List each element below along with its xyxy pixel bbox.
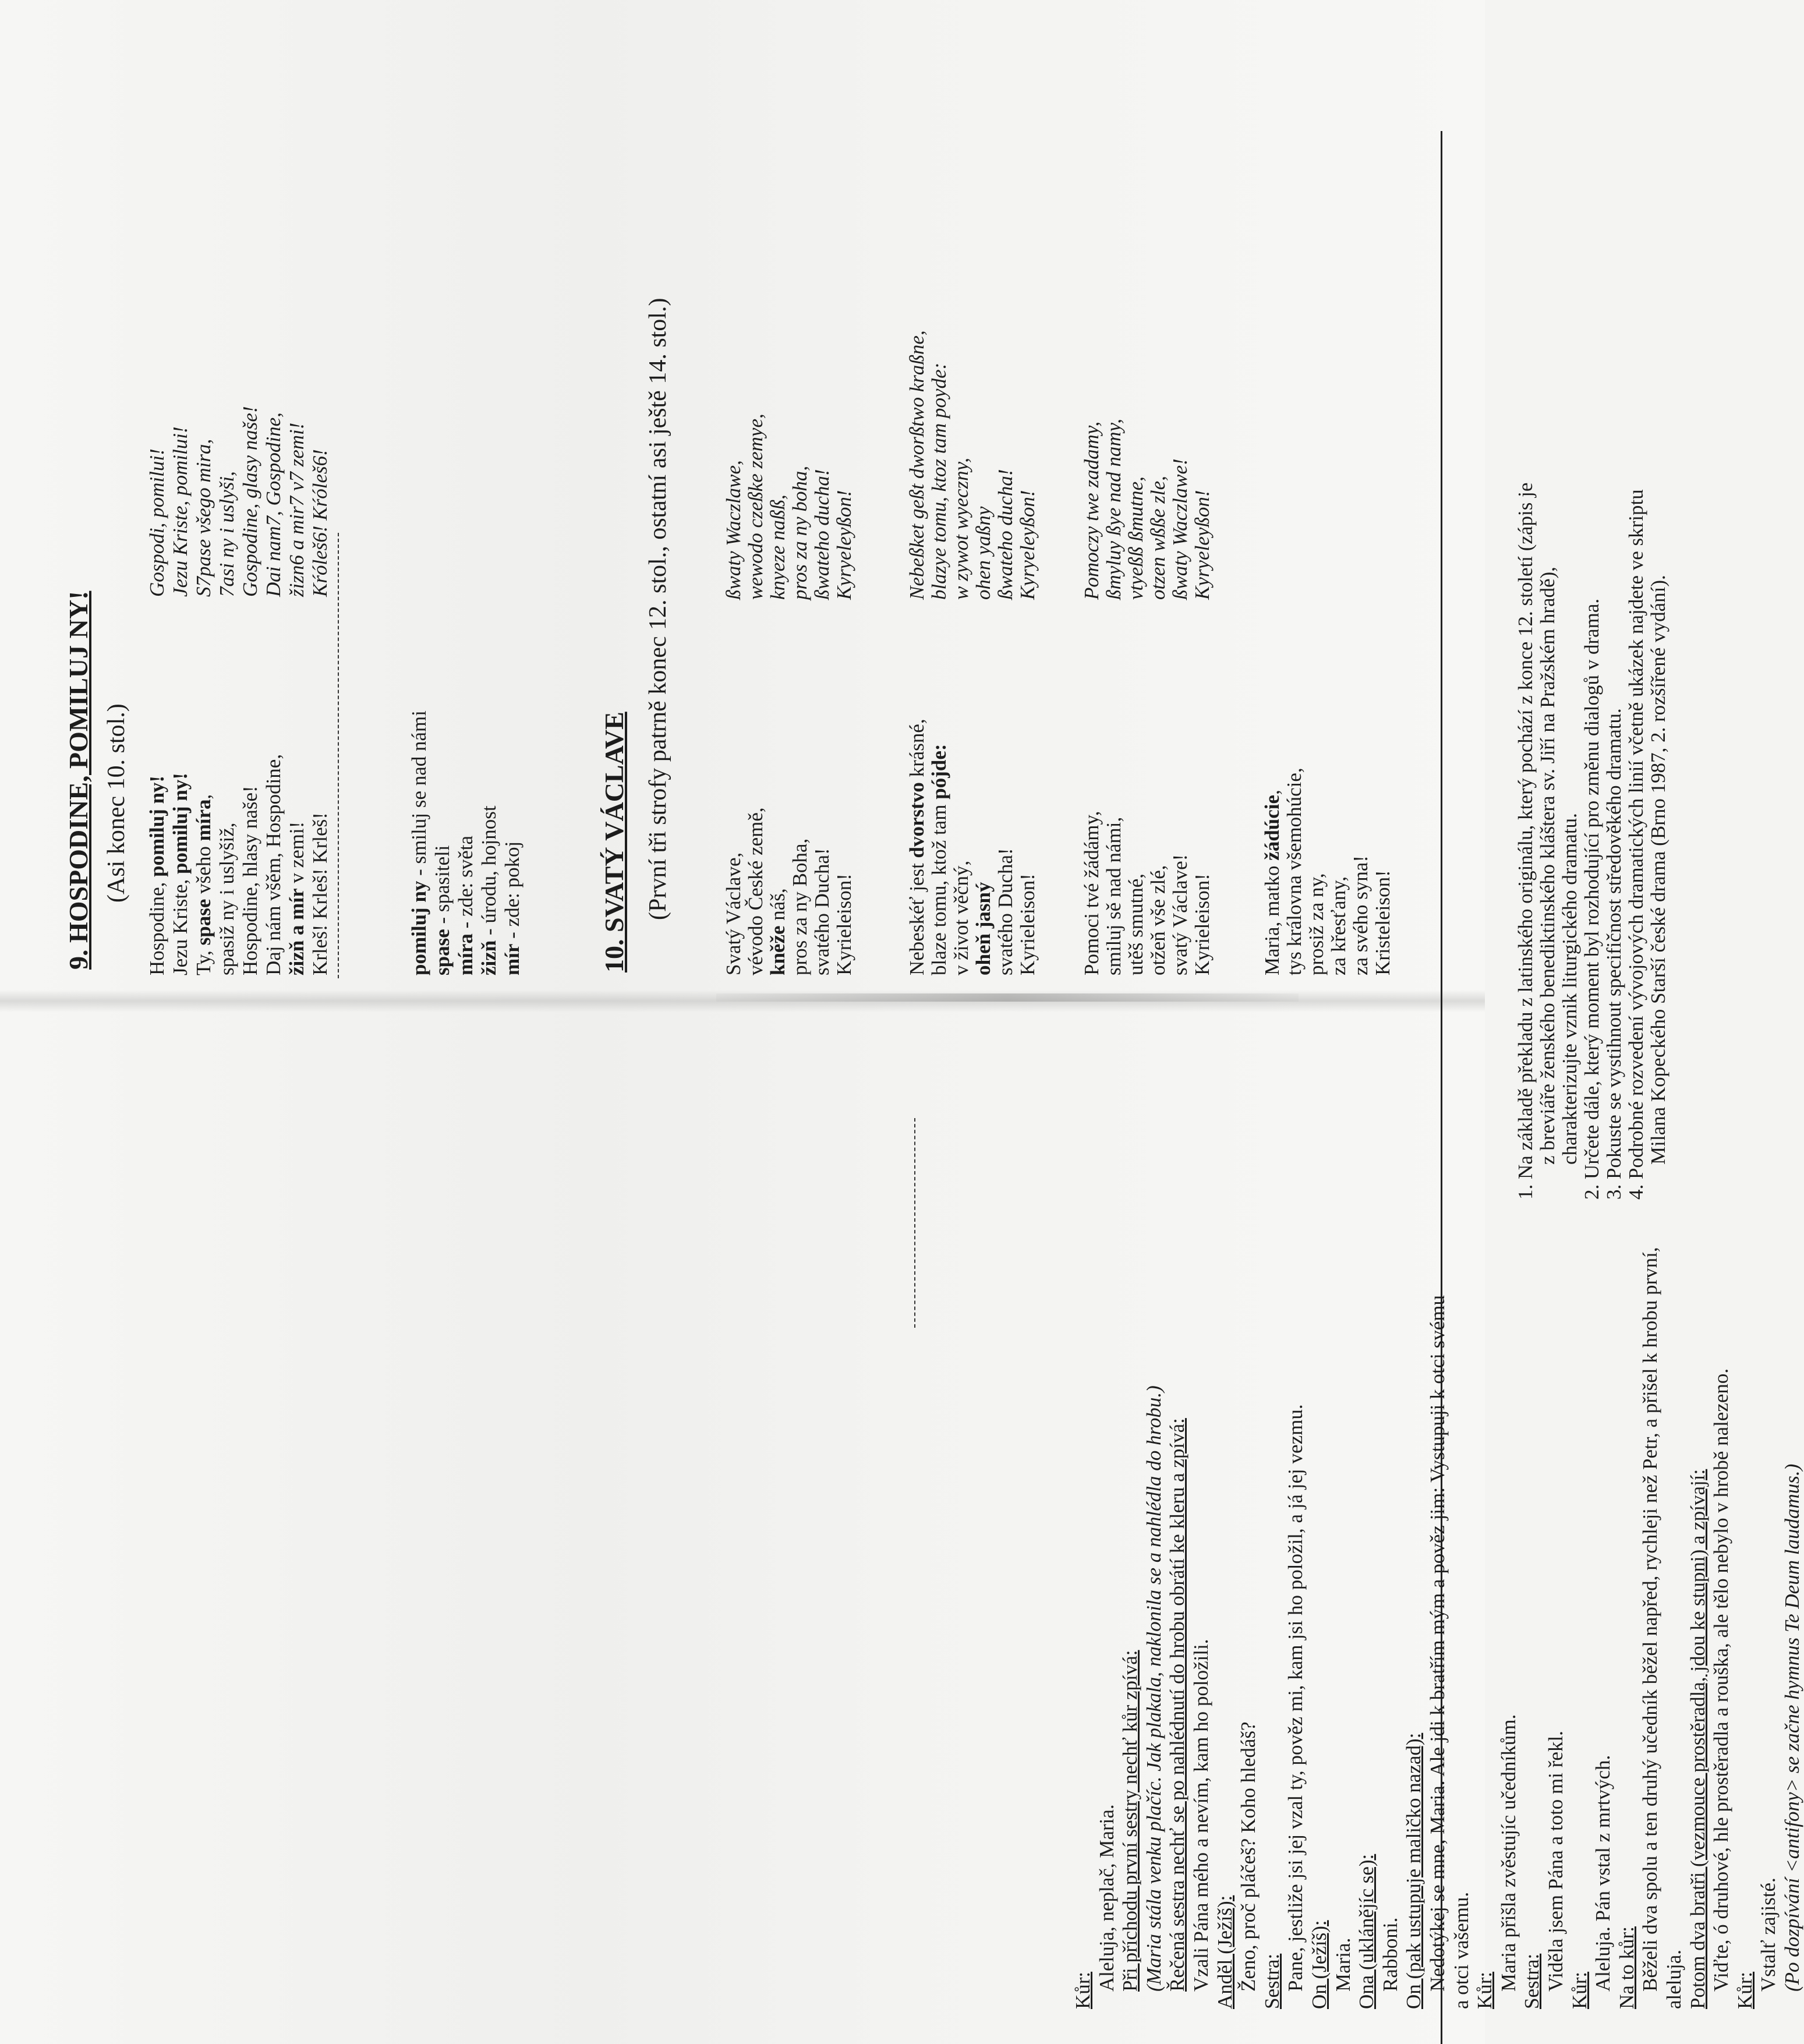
drama-line: Při příchodu první sestry nechť kůr zpívá:: [1119, 1650, 1142, 1992]
hymn10-old-line: Kyryeleyßon!: [1016, 490, 1039, 600]
hymn10-modern-line: prosiž za ny,: [1305, 873, 1328, 975]
drama-line: Anděl (Ježíš):: [1213, 1895, 1236, 2009]
drama-line: (Maria stála venku plačíc. Jak plakala, naklonila se a nahlédla do hrobu.): [1142, 1385, 1165, 1992]
hymn9-separator: [338, 533, 339, 978]
drama-line: Kůr:: [1568, 1971, 1591, 2009]
study-question-line: 3. Pokuste se vystihnout specifičnost středověkého dramatu.: [1603, 708, 1625, 1200]
hymn9-modern-line: Krleš! Krleš! Krleš!: [309, 812, 331, 975]
hymn9-old-line: Jezu Kriste, pomilui!: [169, 426, 192, 597]
hymn10-old-line: knyeze naßß,: [766, 494, 789, 600]
hymn9-modern-line: Hospodine, pomiluj ny!: [146, 775, 168, 975]
hymn10-modern-line: Maria, matko žádúcie,: [1261, 790, 1283, 975]
drama-line: Aleluja. Pán vstal z mrtvých.: [1591, 1755, 1615, 1992]
hymn10-old-line: w zywot wyeczny,: [950, 458, 972, 600]
drama-line: Nedotýkej se mne, Maria. Ale jdi k bratřím mým a pověz jim: Vystupuji k otci svému: [1426, 1295, 1449, 1992]
hymn10-modern-line: smiluj sě nad námi,: [1102, 816, 1125, 975]
drama-line: Viďte, ó druhové, hle prostěradla a rouška, ale tělo nebylo v hrobě nalezeno.: [1710, 1368, 1733, 1992]
drama-line: aleluja.: [1662, 1949, 1685, 2009]
drama-line: Vzali Pána mého a nevím, kam ho položili.: [1190, 1639, 1212, 1992]
drama-line: Ženo, proč pláčeš? Koho hledáš?: [1237, 1721, 1260, 1992]
study-question-line: charakterizujte vznik liturgického dramatu.: [1558, 813, 1581, 1165]
hymn9-modern-line: Daj nám všěm, Hospodine,: [262, 754, 285, 975]
hymn9-modern-line: Jezu Kriste, pomiluj ny!: [169, 772, 192, 975]
drama-line: Vstalť zajisté.: [1757, 1877, 1780, 1992]
hymn10-old-line: Nebeßket geßt dworßtwo kraßne,: [905, 330, 928, 600]
drama-line: Řečená sestra nechť se po nahlédnutí do hrobu obrátí ke kleru a zpívá:: [1166, 1418, 1189, 1992]
hymn9-modern-line: spasiž ny i uslyšiž,: [215, 822, 238, 975]
hymn9-old-line: Gospodi, pomilui!: [146, 448, 168, 597]
hymn10-old-line: wewodo czeßke zemye,: [744, 413, 767, 600]
drama-line: Na to kůr:: [1615, 1926, 1638, 2009]
hymn10-modern-line: za křesťany,: [1327, 876, 1350, 975]
hymn10-modern-line: Pomoci tvé žádámy,: [1080, 811, 1103, 975]
hymn10-modern-line: pros za ny Boha,: [788, 838, 811, 975]
hymn10-modern-line: Kyrieleison!: [1016, 874, 1039, 975]
hymn9-old-line: žizn6 a mir7 v7 zemi!: [285, 422, 308, 597]
drama-line: On (pak ustupuje maličko nazad):: [1402, 1732, 1425, 2009]
drama-line: Kůr:: [1071, 1971, 1094, 2009]
hymn10-old-line: ohen yaßny: [972, 506, 995, 600]
hymn10-modern-line: Svatý Václave,: [722, 852, 745, 975]
hymn10-modern-line: oheň jasný: [972, 882, 995, 975]
study-question-line: Milana Kopeckého Starší české drama (Brno 1987, 2. rozšířené vydání).: [1647, 575, 1669, 1165]
hymn9-gloss-line: pomiluj ny - smiluj se nad námi: [408, 710, 430, 975]
drama-line: Potom dva bratři (vezmouce prostěradla, jdou ke stupni) a zpívají:: [1686, 1469, 1709, 2009]
study-question-line: z breviáře ženského benediktinského kláštera sv. Jiří na Pražském hradě),: [1536, 567, 1559, 1165]
drama-line: Sestra:: [1260, 1953, 1283, 2009]
hymn10-old-line: ßmyluy ßye nad namy,: [1102, 418, 1125, 600]
hymn10-old-line: Kyryeleyßon!: [833, 490, 855, 600]
hymn10-modern-line: blaze tomu, ktož tam pójde:: [928, 744, 950, 975]
hymn10-title: 10. SVATÝ VÁCLAVE: [599, 712, 629, 973]
drama-line: Pane, jestliže jsi jej vzal ty, pověz mi, kam jsi ho položil, a já jej vezmu.: [1284, 1404, 1307, 1992]
hymn10-modern-line: svatý Václave!: [1169, 854, 1191, 975]
hymn10-modern-line: za svého syna!: [1349, 855, 1372, 975]
drama-line: Kůr:: [1733, 1971, 1756, 2009]
hymn10-modern-line: Kyrieleison!: [833, 874, 855, 975]
hymn10-modern-line: Kyrieleison!: [1191, 874, 1214, 975]
hymn10-modern-line: Nebeskéť jest dvorstvo krásné,: [905, 719, 928, 975]
hymn10-modern-line: v život věčný,: [950, 860, 972, 975]
study-question-line: 1. Na základě překladu z latinského originálu, který pochází z konce 12. století (zápis je: [1514, 482, 1537, 1200]
hymn9-old-line: Kŕóleš6! Kŕóleš6!: [309, 449, 331, 597]
hymn9-old-line: S7pase všego mira,: [192, 438, 215, 597]
hymn10-modern-line: tys královna všemohúcie,: [1283, 768, 1306, 975]
drama-line: On (Ježíš):: [1308, 1920, 1331, 2009]
hymn9-title: 9. HOSPODINE, POMILUJ NY!: [63, 590, 93, 970]
hymn10-modern-line: vévodo České země,: [744, 807, 767, 975]
hymn10-old-line: ßwaty Waczlawe!: [1169, 458, 1191, 600]
hymn9-gloss-line: spase - spasiteli: [431, 845, 454, 975]
hymn9-gloss-line: mír - zde: pokoj: [501, 841, 523, 975]
drama-line: Běželi dva spolu a ten druhý učedník běžel napřed, rychleji než Petr, a přišel k hrobu první,: [1639, 1247, 1662, 1992]
hymn10-modern-line: svatého Ducha!: [811, 848, 833, 975]
hymn9-old-line: 7asi ny i uslyši,: [215, 471, 238, 597]
hymn9-gloss-line: žizň - úrodu, hojnost: [477, 805, 500, 975]
hymn9-modern-line: Hospodine, hlasy naše!: [239, 786, 261, 975]
hymn9-modern-line: žizň a mír v zemi!: [285, 821, 308, 975]
hymn9-old-line: Gospodine, glasy naše!: [239, 406, 261, 597]
hymn10-old-line: Pomoczy twe zadamy,: [1080, 421, 1103, 600]
drama-line: a otci vašemu.: [1449, 1891, 1473, 2009]
drama-line: Maria přišla zvěstujíc učedníkům.: [1497, 1714, 1520, 1992]
hymn10-modern-line: kněže náš,: [766, 888, 789, 975]
study-question-line: 4. Podrobné rozvedení vývojových dramatických linií včetně ukázek najdete ve skriptu: [1625, 489, 1647, 1200]
hymn9-old-line: Dai nam7, Gospodine,: [262, 412, 285, 597]
drama-line: Kůr:: [1473, 1971, 1497, 2009]
drama-line: Aleluja, neplač, Maria.: [1095, 1804, 1118, 1992]
study-question-line: 2. Určete dále, který moment byl rozhodující pro změnu dialogů v drama.: [1580, 598, 1603, 1200]
hymn10-modern-line: svatého Ducha!: [994, 848, 1017, 975]
drama-line: Ona (uklánějíc se):: [1355, 1854, 1378, 2009]
hymn10-modern-line: Kristeleison!: [1371, 870, 1394, 975]
hymn10-old-line: ßwaty Waczlawe,: [722, 460, 745, 600]
hymn9-gloss-line: míra - zde: světa: [454, 835, 477, 975]
hymn10-old-line: blazye tomu, ktoz tam poyde:: [928, 362, 950, 600]
hymn10-modern-line: utěš smutné,: [1124, 874, 1147, 975]
hymn10-subtitle: (První tři strofy patrně konec 12. stol., ostatní asi ještě 14. stol.): [645, 298, 671, 920]
hymn10-old-line: vtyeßß ßmutne,: [1124, 476, 1147, 600]
drama-line: Viděla jsem Pána a toto mi řekl.: [1544, 1731, 1567, 1992]
hymn10-old-line: ßwateho ducha!: [811, 469, 833, 600]
drama-line: Maria.: [1331, 1937, 1354, 1992]
hymn10-old-line: pros za ny boha,: [788, 465, 811, 600]
drama-line: (Po dozpívání <antifony> se začne hymnus Te Deum laudamus.): [1781, 1463, 1803, 1992]
dashed-separator: [914, 1118, 915, 1328]
hymn9-subtitle: (Asi konec 10. stol.): [103, 703, 130, 903]
hymn10-old-line: Kyryeleyßon!: [1191, 490, 1214, 600]
hymn10-modern-line: otžeň vše zlé,: [1147, 865, 1169, 975]
hymn10-old-line: otzen wßße zle,: [1147, 476, 1169, 600]
drama-line: Rabboni.: [1378, 1917, 1402, 1992]
hymn10-old-line: ßwateho ducha!: [994, 469, 1017, 600]
hymn9-modern-line: Ty, spase všeho míra,: [192, 794, 215, 975]
drama-line: Sestra:: [1520, 1953, 1544, 2009]
